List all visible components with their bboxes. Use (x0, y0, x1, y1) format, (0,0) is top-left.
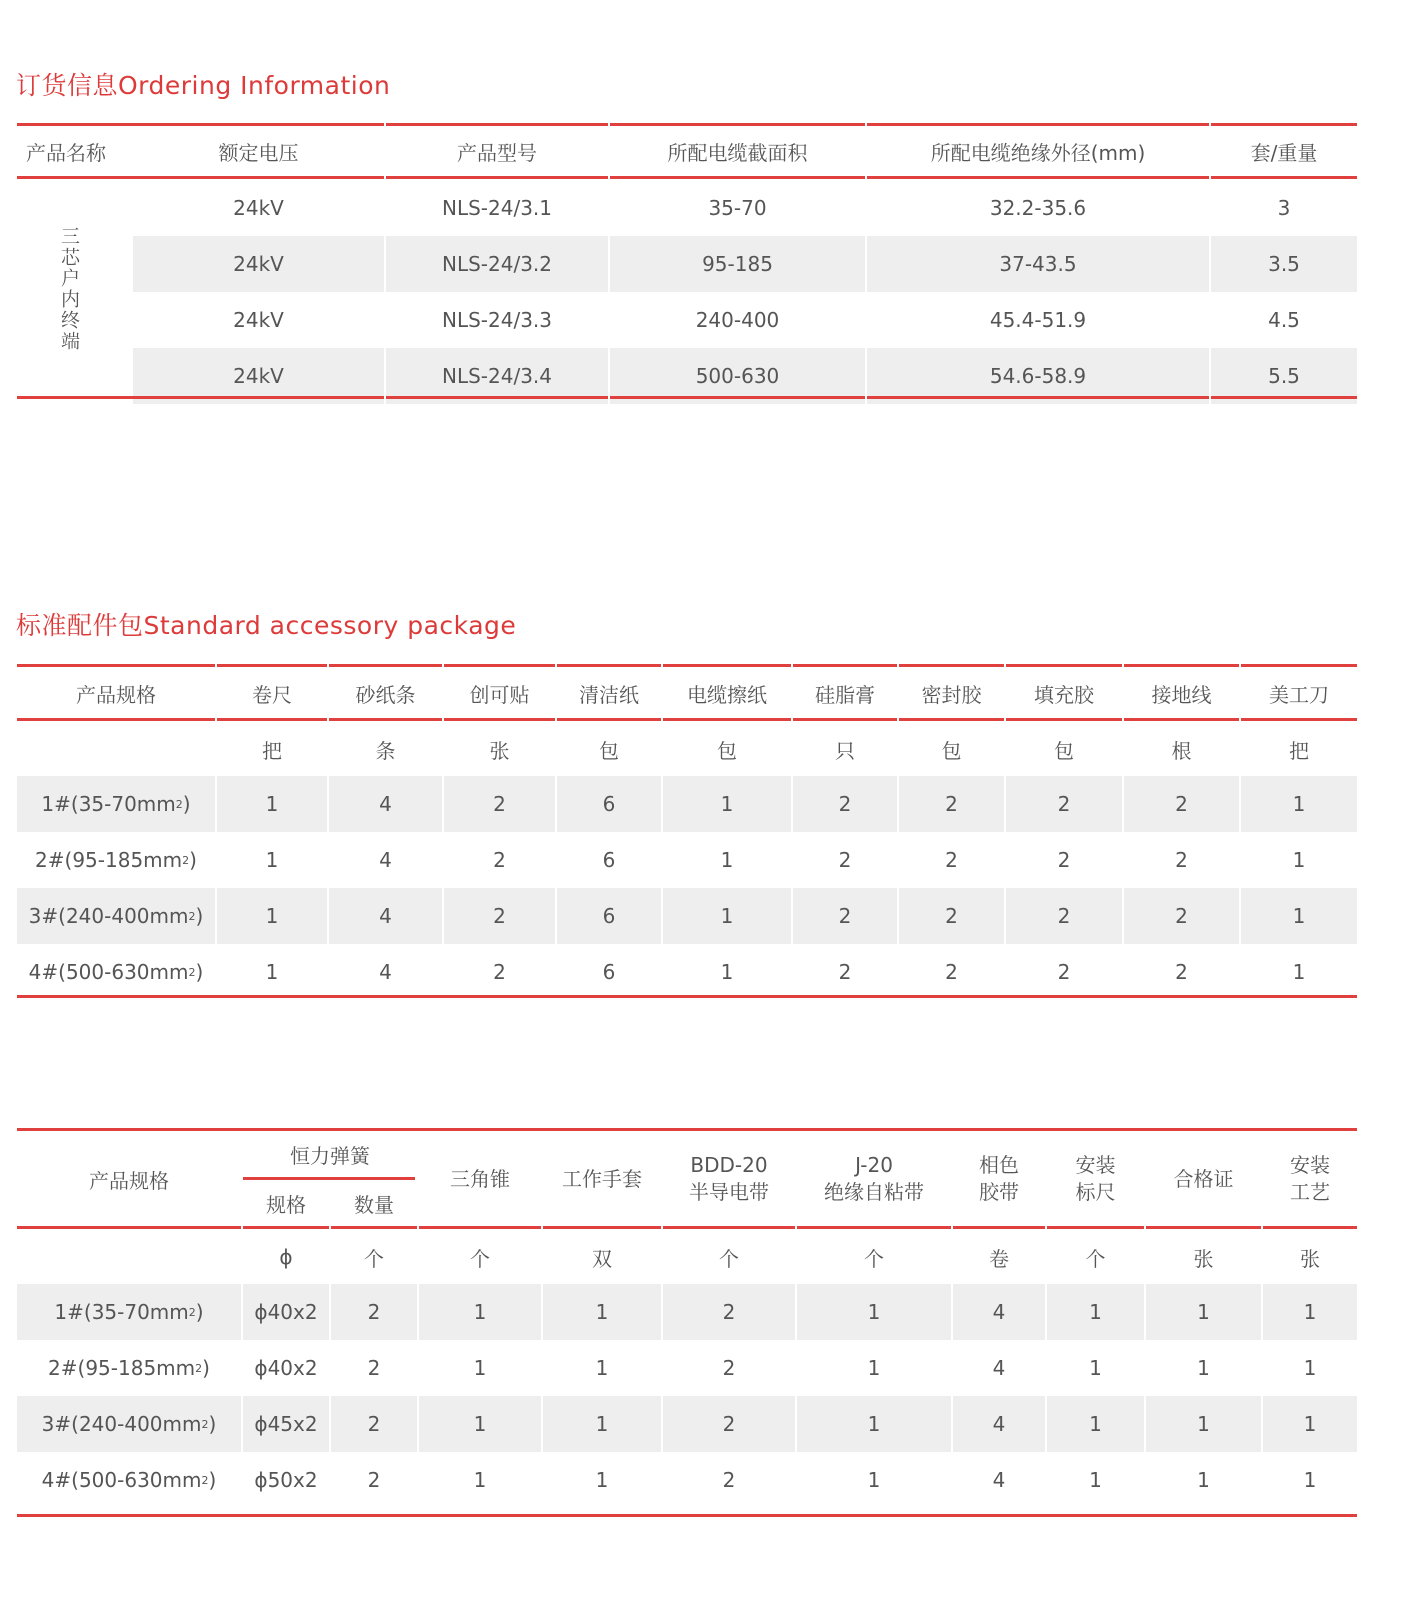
accessory-unit-cell: 包 (941, 738, 962, 763)
accessory-header-line (329, 718, 442, 721)
extra-cell: 4 (992, 1356, 1006, 1380)
extra-spring-header: 恒力弹簧 (290, 1143, 370, 1168)
extra-header-line (1263, 1226, 1357, 1229)
extra-cell: ϕ40x2 (254, 1300, 318, 1324)
extra-bottom-line (17, 1514, 1357, 1517)
extra-spring-sub-header: 规格 (266, 1192, 306, 1217)
extra-cell: 4 (992, 1468, 1006, 1492)
ordering-bottom-line (610, 396, 865, 399)
accessory-cell: 2 (493, 960, 506, 984)
extra-header-line (1047, 1226, 1144, 1229)
accessory-spec-cell: 2#(95-185mm 2 ) (35, 848, 197, 872)
accessory-cell: 2 (945, 792, 958, 816)
accessory-cell: 1 (265, 792, 279, 816)
ordering-cell: NLS-24/3.2 (441, 252, 552, 276)
extra-header-line (797, 1226, 951, 1229)
extra-header-cell: 三角锥 (450, 1166, 510, 1191)
ordering-bottom-line (1211, 396, 1357, 399)
ordering-header-line (610, 176, 865, 179)
accessory-header-line (217, 718, 327, 721)
accessory-unit-cell: 只 (835, 738, 855, 763)
extra-cell: 1 (1197, 1412, 1210, 1436)
ordering-cell: 3 (1277, 196, 1291, 220)
ordering-header-cell: 产品名称 (26, 140, 106, 165)
accessory-top-line (17, 664, 215, 667)
extra-header-cell: 工作手套 (562, 1166, 642, 1191)
ordering-cell: 4.5 (1268, 308, 1300, 332)
extra-cell: 1 (473, 1412, 487, 1436)
ordering-header-cell: 套/重量 (1250, 140, 1318, 165)
extra-unit-cell: 个 (864, 1246, 884, 1271)
accessory-top-line (557, 664, 661, 667)
extra-cell: 1 (1197, 1300, 1210, 1324)
extra-unit-cell: 个 (719, 1246, 739, 1271)
accessory-cell: 1 (720, 792, 734, 816)
accessory-cell: 1 (1292, 848, 1306, 872)
accessory-cell: 2 (838, 848, 852, 872)
accessory-header-cell: 电缆擦纸 (687, 682, 767, 707)
accessory-unit-cell: 根 (1171, 738, 1192, 763)
ordering-cell: 45.4-51.9 (989, 308, 1087, 332)
extra-cell: 1 (473, 1356, 487, 1380)
accessory-cell: 2 (1057, 960, 1071, 984)
extra-cell: 1 (867, 1412, 881, 1436)
accessory-cell: 1 (720, 904, 734, 928)
accessory-cell: 2 (493, 848, 506, 872)
extra-spec-cell: 2#(95-185mm 2 ) (48, 1356, 210, 1380)
extra-cell: 1 (1197, 1356, 1210, 1380)
accessory-cell: 2 (945, 904, 958, 928)
extra-cell: 2 (722, 1468, 736, 1492)
accessory-header-line (663, 718, 791, 721)
accessory-header-line (17, 718, 215, 721)
extra-cell: 1 (595, 1300, 609, 1324)
ordering-cell: 240-400 (695, 308, 780, 332)
extra-header-cell: 合格证 (1173, 1166, 1234, 1191)
accessory-cell: 4 (379, 904, 392, 928)
accessory-cell: 2 (493, 904, 506, 928)
ordering-header-line (1211, 176, 1357, 179)
accessory-spec-cell: 1#(35-70mm 2 ) (41, 792, 191, 816)
extra-header-line (17, 1226, 241, 1229)
accessory-cell: 2 (1057, 848, 1071, 872)
accessory-header-cell: 硅脂膏 (815, 682, 875, 707)
accessory-header-line (899, 718, 1004, 721)
extra-cell: 1 (867, 1300, 881, 1324)
extra-unit-cell: 个 (1085, 1246, 1106, 1271)
accessory-cell: 2 (1057, 792, 1071, 816)
accessory-cell: 2 (493, 792, 506, 816)
accessory-header-cell: 接地线 (1151, 682, 1212, 707)
ordering-header-line (867, 176, 1209, 179)
ordering-cell: 24kV (233, 364, 284, 388)
extra-header-line (243, 1226, 329, 1229)
accessory-cell: 1 (720, 960, 734, 984)
accessory-header-line (557, 718, 661, 721)
accessory-header-line (1241, 718, 1357, 721)
extra-cell: 2 (722, 1300, 736, 1324)
accessory-cell: 1 (265, 960, 279, 984)
extra-spring-sub-header: 数量 (354, 1192, 394, 1217)
extra-header-line (953, 1226, 1045, 1229)
accessory-unit-cell: 把 (262, 738, 282, 763)
ordering-cell: 500-630 (695, 364, 780, 388)
extra-cell: 2 (367, 1300, 381, 1324)
extra-header-cell: J-20 绝缘自粘带 (824, 1153, 924, 1204)
accessory-cell: 6 (602, 848, 616, 872)
accessory-top-line (444, 664, 555, 667)
ordering-cell: 32.2-35.6 (989, 196, 1087, 220)
accessory-bottom-line (17, 995, 1357, 998)
accessory-header-line (1124, 718, 1239, 721)
extra-spec-header: 产品规格 (89, 1168, 169, 1193)
extra-header-cell: 安装 工艺 (1290, 1153, 1330, 1204)
ordering-cell: 35-70 (708, 196, 767, 220)
accessory-cell: 6 (602, 792, 616, 816)
extra-cell: ϕ40x2 (254, 1356, 318, 1380)
extra-cell: 1 (1089, 1468, 1102, 1492)
extra-header-cell: 安装 标尺 (1075, 1153, 1116, 1204)
accessory-cell: 2 (838, 792, 852, 816)
extra-header-cell: BDD-20 半导电带 (689, 1153, 769, 1204)
accessory-cell: 2 (1175, 904, 1188, 928)
ordering-product-name: 三芯户内终端 (58, 226, 80, 352)
extra-cell: ϕ50x2 (254, 1468, 318, 1492)
ordering-cell: NLS-24/3.4 (441, 364, 552, 388)
extra-unit-cell: 张 (1193, 1246, 1214, 1271)
accessory-cell: 2 (945, 848, 958, 872)
accessory-cell: 4 (379, 960, 392, 984)
accessory-header-line (1006, 718, 1122, 721)
extra-cell: 2 (722, 1356, 736, 1380)
ordering-bottom-line (17, 396, 384, 399)
accessory-unit-cell: 把 (1289, 738, 1309, 763)
extra-header-line (1146, 1226, 1261, 1229)
accessory-cell: 1 (1292, 904, 1306, 928)
accessory-top-line (217, 664, 327, 667)
extra-cell: 1 (867, 1468, 881, 1492)
accessory-cell: 2 (1057, 904, 1071, 928)
accessory-cell: 2 (838, 960, 852, 984)
extra-cell: 2 (722, 1412, 736, 1436)
accessory-cell: 4 (379, 792, 392, 816)
ordering-header-cell: 所配电缆绝缘外径(mm) (930, 140, 1146, 165)
accessory-header-cell: 美工刀 (1269, 682, 1329, 707)
accessory-top-line (663, 664, 791, 667)
ordering-cell: 24kV (233, 252, 284, 276)
accessory-top-line (793, 664, 897, 667)
extra-cell: 1 (595, 1356, 609, 1380)
ordering-cell: NLS-24/3.3 (441, 308, 552, 332)
accessory-cell: 6 (602, 904, 616, 928)
extra-unit-cell: 个 (364, 1246, 384, 1271)
extra-header-line (543, 1226, 661, 1229)
extra-header-line (419, 1226, 541, 1229)
extra-spec-cell: 3#(240-400mm 2 ) (41, 1412, 217, 1436)
extra-cell: 1 (473, 1300, 487, 1324)
accessory-cell: 1 (265, 848, 279, 872)
accessory-unit-cell: 包 (1054, 738, 1074, 763)
ordering-cell: 24kV (233, 308, 284, 332)
accessory-cell: 2 (945, 960, 958, 984)
extra-cell: 2 (367, 1412, 381, 1436)
ordering-cell: 24kV (233, 196, 284, 220)
extra-cell: 1 (1303, 1356, 1317, 1380)
extra-cell: 2 (367, 1356, 381, 1380)
extra-spec-cell: 1#(35-70mm 2 ) (54, 1300, 204, 1324)
extra-cell: 1 (1303, 1300, 1317, 1324)
accessory-cell: 1 (720, 848, 734, 872)
extra-cell: 4 (992, 1300, 1006, 1324)
accessory-unit-cell: 包 (717, 738, 737, 763)
extra-cell: 1 (1303, 1468, 1317, 1492)
accessory-cell: 2 (1175, 792, 1188, 816)
ordering-bottom-line (386, 396, 608, 399)
extra-unit-cell: 张 (1300, 1246, 1320, 1271)
ordering-header-cell: 所配电缆截面积 (667, 140, 808, 165)
ordering-cell: 54.6-58.9 (989, 364, 1087, 388)
extra-spec-cell: 4#(500-630mm 2 ) (41, 1468, 217, 1492)
ordering-cell: 37-43.5 (999, 252, 1077, 276)
extra-unit-cell: ϕ (279, 1245, 293, 1269)
accessory-header-cell: 密封胶 (921, 682, 982, 707)
accessory-top-line (1241, 664, 1357, 667)
extra-header-line (331, 1226, 417, 1229)
extra-cell: 2 (367, 1468, 381, 1492)
ordering-bottom-line (867, 396, 1209, 399)
accessory-top-line (1006, 664, 1122, 667)
accessory-spec-cell: 3#(240-400mm 2 ) (28, 904, 204, 928)
accessory-unit-cell: 条 (375, 738, 396, 763)
extra-cell: 1 (595, 1412, 609, 1436)
ordering-header-cell: 产品型号 (457, 140, 537, 165)
accessory-title: 标准配件包Standard accessory package (16, 611, 517, 640)
accessory-cell: 2 (838, 904, 852, 928)
accessory-header-cell: 清洁纸 (579, 682, 639, 707)
extra-unit-cell: 个 (470, 1246, 490, 1271)
accessory-top-line (899, 664, 1004, 667)
extra-header-line (663, 1226, 795, 1229)
accessory-cell: 1 (1292, 792, 1306, 816)
extra-cell: 1 (473, 1468, 487, 1492)
extra-cell: 1 (1303, 1412, 1317, 1436)
ordering-cell: 5.5 (1268, 364, 1300, 388)
accessory-header-cell: 产品规格 (76, 682, 156, 707)
accessory-unit-cell: 张 (489, 738, 510, 763)
extra-cell: 1 (867, 1356, 881, 1380)
extra-cell: 1 (1197, 1468, 1210, 1492)
ordering-header-line (17, 176, 384, 179)
accessory-unit-cell: 包 (599, 738, 619, 763)
accessory-cell: 6 (602, 960, 616, 984)
extra-cell: 4 (992, 1412, 1006, 1436)
accessory-header-cell: 砂纸条 (355, 682, 416, 707)
accessory-header-cell: 卷尺 (252, 682, 292, 707)
accessory-top-line (1124, 664, 1239, 667)
ordering-cell: NLS-24/3.1 (441, 196, 552, 220)
accessory-header-line (444, 718, 555, 721)
accessory-header-line (793, 718, 897, 721)
extra-cell: 1 (595, 1468, 609, 1492)
extra-cell: 1 (1089, 1300, 1102, 1324)
ordering-header-line (386, 176, 608, 179)
extra-cell: 1 (1089, 1412, 1102, 1436)
extra-header-cell: 相色 胶带 (979, 1153, 1019, 1204)
ordering-header-cell: 额定电压 (218, 140, 299, 165)
accessory-top-line (329, 664, 442, 667)
extra-cell: ϕ45x2 (254, 1412, 318, 1436)
ordering-cell: 3.5 (1268, 252, 1300, 276)
extra-unit-cell: 卷 (989, 1246, 1009, 1271)
extra-unit-cell: 双 (592, 1246, 612, 1271)
accessory-cell: 1 (1292, 960, 1306, 984)
accessory-header-cell: 填充胶 (1034, 682, 1094, 707)
extra-cell: 1 (1089, 1356, 1102, 1380)
accessory-cell: 4 (379, 848, 392, 872)
accessory-cell: 2 (1175, 848, 1188, 872)
accessory-cell: 1 (265, 904, 279, 928)
accessory-cell: 2 (1175, 960, 1188, 984)
ordering-cell: 95-185 (702, 252, 773, 276)
ordering-title: 订货信息Ordering Information (16, 71, 391, 100)
accessory-header-cell: 创可贴 (469, 682, 530, 707)
accessory-spec-cell: 4#(500-630mm 2 ) (28, 960, 204, 984)
